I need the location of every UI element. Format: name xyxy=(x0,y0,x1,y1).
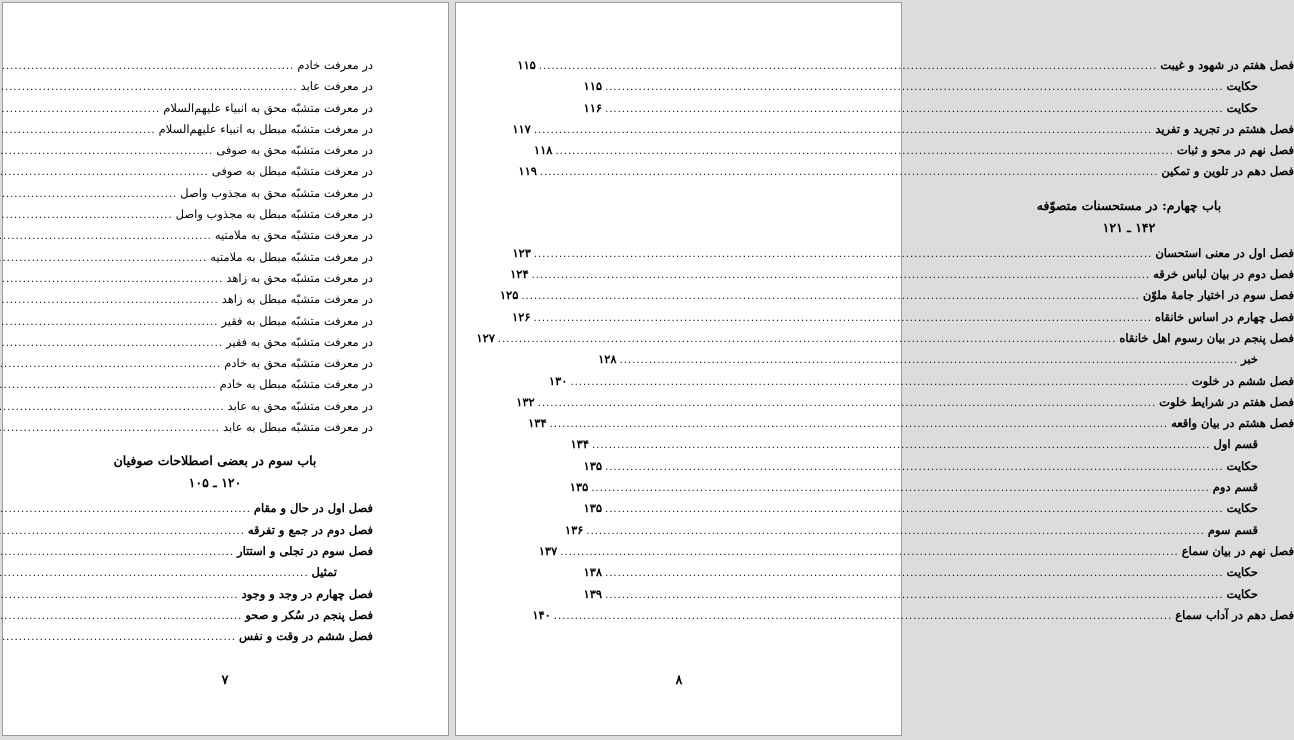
toc-entry xyxy=(57,541,373,562)
entry-title: در معرفت متشبّه مبطل به ملامتیه xyxy=(210,249,373,264)
entry-title: در معرفت متشبّه مبطل به انبیاء علیهم‌السلام xyxy=(158,121,373,136)
entry-page-number: ۱۲۶ xyxy=(512,309,531,324)
entry-title: در معرفت متشبّه محق به زاهد xyxy=(226,270,373,285)
entry-list xyxy=(512,55,1294,183)
entry-title: فصل چهارم در وجد و وجود xyxy=(241,586,373,601)
page-number: ۸ xyxy=(675,673,683,688)
entry-page-number: ۱۱۹ xyxy=(518,164,537,179)
toc-entry xyxy=(533,140,1294,161)
entry-title: در معرفت متشبّه محق به صوفی xyxy=(216,143,373,158)
entry-title: فصل نهم در محو و ثبات xyxy=(1176,143,1294,158)
page-number: ۷ xyxy=(221,673,229,688)
entry-title: تمثیل xyxy=(311,565,337,580)
chapter-page-range: ۱۲۰ ـ ۱۰۵ xyxy=(188,475,242,491)
entry-title: فصل هشتم در تجرید و تفرید xyxy=(1155,121,1294,136)
dot-leader xyxy=(0,418,220,439)
dot-leader xyxy=(538,393,1156,414)
dot-leader xyxy=(592,435,1210,456)
dot-leader xyxy=(605,585,1223,606)
entry-page-number: ۱۲۴ xyxy=(510,267,529,282)
toc-entry xyxy=(57,626,373,647)
entry-title: فصل چهارم در اساس خانقاه xyxy=(1155,309,1294,324)
entry-title: در معرفت خادم xyxy=(297,58,373,72)
entry-title: فصل ششم در وقت و نفس xyxy=(239,629,373,644)
entry-page-number: ۱۳۴ xyxy=(570,437,590,452)
toc-entry xyxy=(512,307,1294,328)
entry-list xyxy=(57,55,373,438)
dot-leader xyxy=(620,350,1238,371)
toc-entry xyxy=(517,55,1294,76)
entry-title: در معرفت متشبّه مبطل به مجذوب واصل xyxy=(175,207,373,222)
dot-leader xyxy=(0,290,219,311)
toc-entry xyxy=(57,605,373,626)
toc-entry xyxy=(548,371,1294,392)
entry-title: در معرفت متشبّه محق به ملامتیه xyxy=(214,228,373,243)
dot-leader xyxy=(534,244,1152,265)
entry-title: قسم سوم xyxy=(1207,522,1258,537)
dot-leader xyxy=(0,248,207,269)
entry-title: در معرفت متشبّه مبطل به خادم xyxy=(219,377,373,392)
entry-title: در معرفت متشبّه محق به عابد xyxy=(227,398,373,413)
toc-entry xyxy=(57,98,373,119)
entry-title: در معرفت متشبّه محق به فقیر xyxy=(226,334,373,349)
dot-leader xyxy=(534,308,1152,329)
entry-title: فصل اول در معنی استحسان xyxy=(1155,245,1294,260)
dot-leader xyxy=(521,286,1139,307)
dot-leader xyxy=(0,226,212,247)
toc-entry xyxy=(583,584,1294,605)
dot-leader xyxy=(605,77,1223,98)
entry-page-number: ۱۲۸ xyxy=(598,352,617,367)
entry-title: فصل هفتم در شهود و غیبت xyxy=(1160,58,1294,72)
toc-entry xyxy=(518,161,1294,182)
toc-entry xyxy=(57,161,373,182)
entry-page-number: ۱۳۷ xyxy=(538,543,558,558)
left-page xyxy=(2,2,449,736)
dot-leader xyxy=(0,354,221,375)
dot-leader xyxy=(0,77,298,98)
entry-title: حکایت xyxy=(1226,100,1258,115)
toc-entry xyxy=(564,520,1294,541)
toc-entry xyxy=(598,349,1294,370)
dot-leader xyxy=(0,56,294,77)
dot-leader xyxy=(498,329,1116,350)
entry-page-number: ۱۴۰ xyxy=(532,607,551,622)
dot-leader xyxy=(0,606,242,627)
entry-title: در معرفت متشبّه محق به مجذوب واصل xyxy=(180,185,373,200)
dot-leader xyxy=(591,478,1209,499)
entry-title: فصل دوم در جمع و تفرقه xyxy=(247,522,373,537)
dot-leader xyxy=(605,99,1223,120)
toc-entry xyxy=(583,456,1294,477)
toc-entry xyxy=(510,264,1294,285)
entry-title: حکایت xyxy=(1226,501,1258,516)
dot-leader xyxy=(560,542,1178,563)
toc-entry xyxy=(57,417,373,438)
toc-entry xyxy=(57,204,373,225)
entry-title: قسم دوم xyxy=(1212,480,1258,495)
right-page xyxy=(455,2,1294,736)
entry-page-number: ۱۲۷ xyxy=(476,330,495,345)
toc-entry xyxy=(499,285,1294,306)
entry-title: در معرفت متشبّه مبطل به فقیر xyxy=(221,313,373,328)
toc-entry xyxy=(57,55,373,76)
toc-entry xyxy=(516,392,1294,413)
entry-page-number: ۱۱۵ xyxy=(583,79,603,94)
entry-title: فصل هفتم در شرایط خلوت xyxy=(1159,394,1294,409)
entry-title: حکایت xyxy=(1226,586,1258,601)
dot-leader xyxy=(0,269,223,290)
entry-page-number: ۱۲۳ xyxy=(512,245,531,260)
entry-title: در معرفت متشبّه محق به انبیاء علیهم‌السلام xyxy=(163,100,373,115)
toc-entry xyxy=(57,268,373,289)
entry-title: فصل سوم در اختیار جامهٔ ملوّن xyxy=(1142,288,1294,303)
entry-title: فصل ششم در خلوت xyxy=(1191,373,1294,388)
toc-entry xyxy=(57,562,373,583)
dot-leader xyxy=(0,585,239,606)
entry-title: فصل نهم در بیان سماع xyxy=(1181,543,1294,558)
toc-entry xyxy=(57,247,373,268)
entry-page-number: ۱۱۷ xyxy=(512,121,531,136)
entry-title: خبر xyxy=(1241,352,1258,367)
entry-list xyxy=(57,498,373,647)
dot-leader xyxy=(0,397,225,418)
toc-entry xyxy=(583,98,1294,119)
toc-entry xyxy=(532,605,1294,626)
entry-page-number: ۱۳۵ xyxy=(583,501,603,516)
toc-entry xyxy=(57,584,373,605)
toc-entry xyxy=(57,332,373,353)
dot-leader xyxy=(0,99,160,120)
entry-title: در معرفت متشبّه مبطل به عابد xyxy=(222,420,373,435)
chapter-page-range: ۱۴۲ ـ ۱۲۱ xyxy=(1102,219,1156,235)
entry-title: قسم اول xyxy=(1213,437,1258,452)
entry-title: فصل دهم در آداب سماع xyxy=(1175,607,1294,622)
dot-leader xyxy=(0,375,217,396)
dot-leader xyxy=(555,141,1173,162)
entry-title: در معرفت متشبّه مبطل به صوفی xyxy=(211,164,373,179)
toc-entry xyxy=(57,76,373,97)
entry-title: حکایت xyxy=(1226,79,1258,94)
entry-title: در معرفت متشبّه محق به خادم xyxy=(224,356,373,371)
toc-entry xyxy=(57,374,373,395)
dot-leader xyxy=(0,162,209,183)
dot-leader xyxy=(0,312,218,333)
toc-entry xyxy=(57,183,373,204)
dot-leader xyxy=(539,56,1157,77)
toc-entry xyxy=(57,396,373,417)
dot-leader xyxy=(0,499,251,520)
toc-entry xyxy=(569,477,1294,498)
entry-page-number: ۱۳۵ xyxy=(569,480,589,495)
entry-title: در معرفت متشبّه مبطل به زاهد xyxy=(221,292,373,307)
toc-entry xyxy=(57,289,373,310)
entry-title: فصل سوم در تجلی و استتار xyxy=(237,543,373,558)
entry-title: فصل دوم در بیان لباس خرقه xyxy=(1153,267,1294,282)
entry-page-number: ۱۳۸ xyxy=(583,565,603,580)
toc-entry xyxy=(583,562,1294,583)
toc-entry xyxy=(512,119,1294,140)
dot-leader xyxy=(540,162,1158,183)
entry-page-number: ۱۳۲ xyxy=(516,394,535,409)
entry-title: فصل هشتم در بیان واقعه xyxy=(1171,416,1294,431)
entry-page-number: ۱۳۵ xyxy=(583,458,603,473)
dot-leader xyxy=(532,265,1150,286)
entry-title: فصل دهم در تلوین و تمکین xyxy=(1161,164,1294,179)
dot-leader xyxy=(0,141,213,162)
dot-leader xyxy=(0,205,173,226)
entry-page-number: ۱۲۵ xyxy=(499,288,519,303)
toc-entry xyxy=(538,541,1294,562)
table-of-contents xyxy=(57,55,373,647)
entry-title: فصل پنجم در سُکر و صحو xyxy=(245,607,373,622)
toc-entry xyxy=(57,353,373,374)
toc-entry xyxy=(583,76,1294,97)
toc-entry xyxy=(57,520,373,541)
dot-leader xyxy=(550,414,1168,435)
chapter-heading: باب چهارم: در مستحسنات متصوّفه xyxy=(1036,197,1222,213)
entry-page-number: ۱۳۰ xyxy=(548,373,568,388)
entry-page-number: ۱۱۵ xyxy=(517,58,536,72)
dot-leader xyxy=(605,563,1223,584)
entry-page-number: ۱۱۸ xyxy=(533,143,553,158)
dot-leader xyxy=(0,184,177,205)
toc-entry xyxy=(512,243,1294,264)
dot-leader xyxy=(0,563,309,584)
entry-list xyxy=(476,243,1294,626)
dot-leader xyxy=(586,521,1204,542)
toc-entry xyxy=(476,328,1294,349)
toc-entry xyxy=(57,140,373,161)
table-of-contents xyxy=(476,55,1294,626)
toc-entry xyxy=(528,413,1294,434)
dot-leader xyxy=(554,606,1172,627)
dot-leader xyxy=(534,120,1152,141)
dot-leader xyxy=(605,499,1223,520)
entry-title: حکایت xyxy=(1226,458,1258,473)
entry-title: فصل پنجم در بیان رسوم اهل خانقاه xyxy=(1119,330,1294,345)
toc-entry xyxy=(57,225,373,246)
toc-entry xyxy=(57,311,373,332)
entry-page-number: ۱۱۶ xyxy=(583,100,603,115)
entry-page-number: ۱۳۴ xyxy=(528,416,547,431)
dot-leader xyxy=(0,627,236,648)
dot-leader xyxy=(0,120,156,141)
toc-entry xyxy=(57,119,373,140)
entry-title: فصل اول در حال و مقام xyxy=(253,501,373,516)
chapter-heading: باب سوم در بعضی اصطلاحات صوفیان xyxy=(113,453,317,469)
toc-entry xyxy=(570,434,1294,455)
entry-title: حکایت xyxy=(1226,565,1258,580)
entry-page-number: ۱۳۹ xyxy=(583,586,603,601)
dot-leader xyxy=(0,521,245,542)
entry-title: در معرفت عابد xyxy=(300,79,373,94)
dot-leader xyxy=(605,457,1223,478)
dot-leader xyxy=(570,372,1188,393)
dot-leader xyxy=(0,542,234,563)
dot-leader xyxy=(0,333,223,354)
entry-page-number: ۱۳۶ xyxy=(564,522,584,537)
toc-entry xyxy=(57,498,373,519)
toc-entry xyxy=(583,498,1294,519)
